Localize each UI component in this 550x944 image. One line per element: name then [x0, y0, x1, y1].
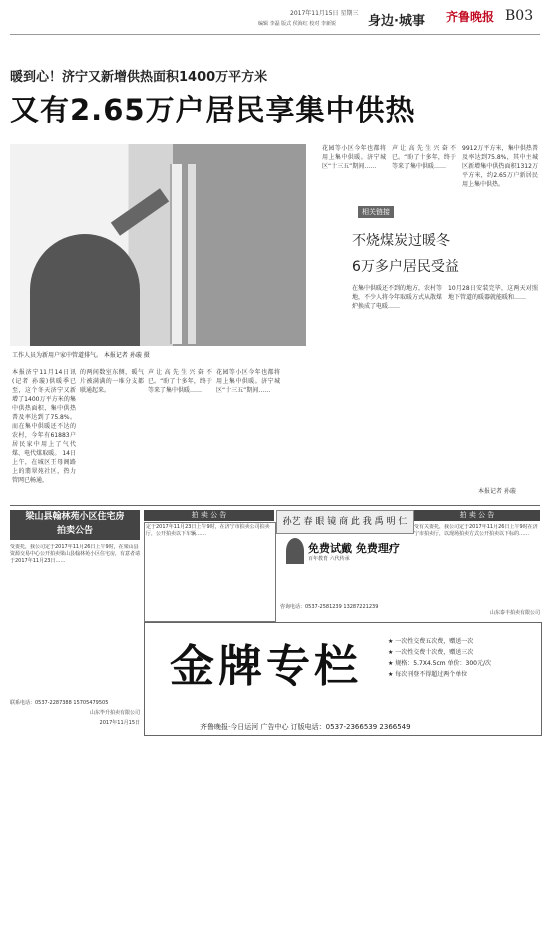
- sidebar-headline-1: 不烧煤炭过暖冬: [352, 233, 450, 249]
- ad2-body: 定于2017年11月23日上午9时，在济宁市拍卖公司拍卖厅，公开拍卖以下车辆……: [144, 522, 276, 622]
- ad3-phone: 咨询电话：0537-2581239 13287221239: [280, 604, 379, 610]
- page-number: B03: [505, 8, 534, 24]
- body-column-3: 声让高先生兴奋不已。“盼了十多年，终于等来了集中供暖……: [148, 369, 212, 394]
- header-divider: [10, 34, 540, 35]
- gold-info-3: ★ 规格：5.7X4.5cm 单价：300元/次: [388, 660, 492, 667]
- sidebar-headline-2: 6万多户居民受益: [352, 259, 459, 275]
- ad3-promo: 免费试戴 免费理疗: [308, 542, 400, 555]
- issue-date: 2017年11月15日 星期三: [290, 10, 359, 17]
- sidebar-byline: 本报记者 孙璇: [478, 488, 516, 495]
- ad2-header: 拍 卖 公 告: [144, 510, 274, 521]
- ad4-company: 山东泰丰拍卖有限公司: [489, 610, 540, 616]
- ad1-subtitle: 拍卖公告: [56, 526, 93, 536]
- sidebar-column-1: 在集中供暖还不到的地方，农村等地，不少人将今年取暖方式从散煤炉换成了电暖……: [352, 285, 442, 310]
- gold-column-title: 金牌专栏: [170, 641, 362, 692]
- editor-meta: 编辑 李磊 版式 侯海红 校对 李新锐: [258, 21, 336, 27]
- ad4-body: 受有关委托，我公司定于2017年11月26日上午9时在济宁市拍卖厅，以现场拍卖方式公开拍卖以下标的……: [414, 524, 538, 537]
- article-photo: [10, 144, 306, 346]
- gold-column-info: [388, 636, 491, 680]
- ad3-portrait: [286, 538, 304, 564]
- article-headline: 又有2.65万户居民享集中供热: [10, 93, 416, 127]
- ad3-header: 孙艺 春 眼 镜 商 此 我 禹 明 仁: [276, 510, 414, 534]
- photo-caption: 工作人员为新用户家中管道排气。 本报记者 孙璇 摄: [12, 352, 150, 359]
- gold-info-4: ★ 每次刊登不得超过两个单位: [388, 671, 468, 678]
- ad1-body: 受委托，我公司定于2017年11月26日上午9时，在梁山县资源交易中心公开拍卖梁山县翰林苑小区住宅房，有意者请于2017年11月23日……: [10, 544, 140, 564]
- body-column-5a: 花园等小区今年也都将用上集中供暖。济宁城区“十三五”期间……: [322, 145, 386, 170]
- section-title: 身边·城事: [368, 14, 425, 29]
- body-column-5b: 声让高先生兴奋不已。“盼了十多年，终于等来了集中供暖……: [392, 145, 456, 170]
- body-column-4: 花园等小区今年也都将用上集中供暖。济宁城区“十三五”期间……: [216, 369, 280, 394]
- body-column-5c: 9912万平方米，集中供热普及率达到75.8%，其中主城区新增集中供热面积1312万平方米，约2.65万户新居民用上集中供热。: [462, 145, 538, 188]
- article-kicker: 暖到心！济宁又新增供热面积1400万平方米: [10, 70, 268, 85]
- gold-column-footer: 齐鲁晚报·今日运河 广告中心 订版电话：0537-2366539 2366549: [200, 723, 411, 731]
- ad1-title: 梁山县翰林苑小区住宅房: [25, 512, 125, 522]
- gold-info-2: ★ 一次性交费十次费，赠送三次: [388, 649, 474, 656]
- related-tag: 相关链接: [358, 206, 394, 218]
- ads-divider: [10, 505, 540, 506]
- sidebar-column-2: 10月28日安装完毕，这两天对照地下管道的暖器就能暖和……: [448, 285, 538, 301]
- ad1-date: 2017年11月15日: [99, 720, 140, 726]
- body-column-1: 本报济宁11月14日讯(记者 孙璇)供暖季已至，这个冬天济宁又新增了1400万平方米的集中供热面积，集中供热普及率达到了75.8%。而在集中供暖还不达的农村，今年有61883户居民家中用上了气代煤、电代煤取暖。 14日上午，在城区王母阁路上的翡翠苑社区，热力管网已畅通，: [12, 369, 76, 484]
- ad3-sub: 百年教育 六代传承: [308, 556, 350, 562]
- ad4-header: 拍 卖 公 告: [414, 510, 540, 521]
- body-column-2: 的两间数室东侧，暖气片被满满的一堆分支都联通起来。: [80, 369, 144, 394]
- newspaper-logo: 齐鲁晚报: [446, 10, 495, 24]
- ad1-company: 山东毕升拍卖有限公司: [89, 710, 140, 716]
- ad1-header: [10, 510, 140, 540]
- ad1-contact: 联系电话：0537-2287388 15705479505: [10, 700, 109, 706]
- gold-info-1: ★ 一次性交费五次费，赠送一次: [388, 638, 474, 645]
